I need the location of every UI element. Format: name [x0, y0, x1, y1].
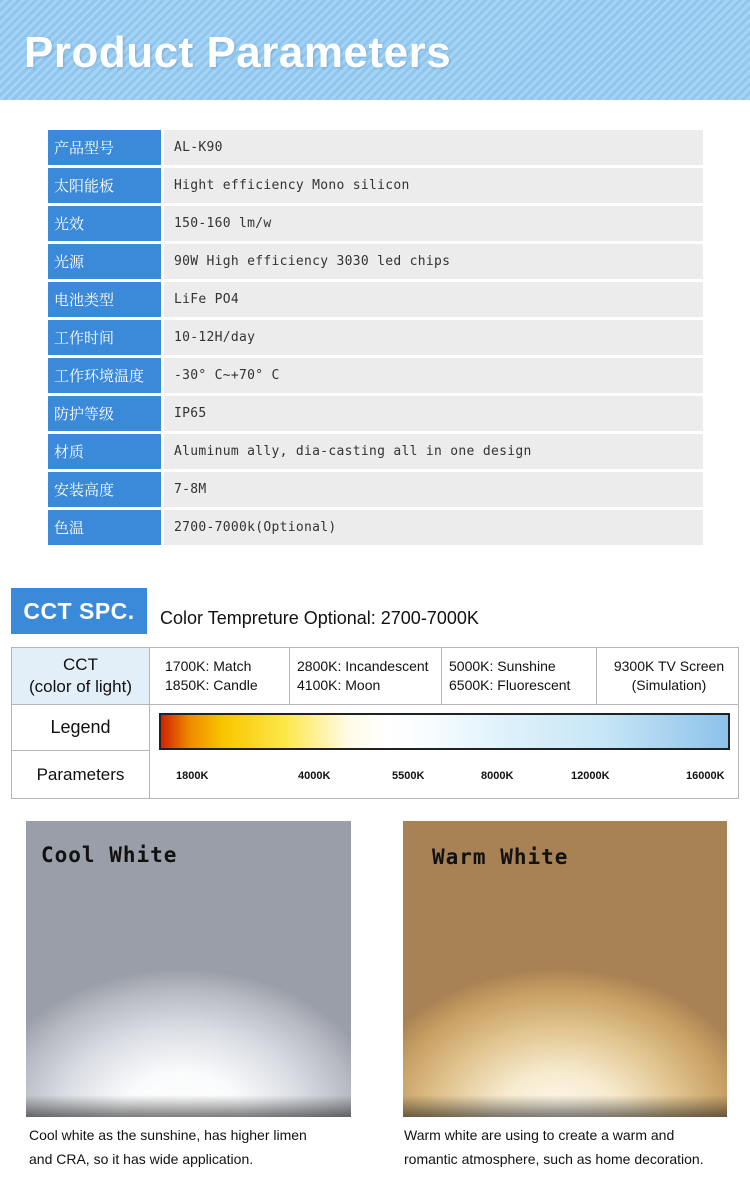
cct-group-line: 6500K: Fluorescent: [449, 677, 571, 693]
parameter-label: 4000K: [298, 770, 331, 782]
spec-row: [48, 206, 703, 241]
cct-group-line: 9300K TV Screen: [613, 658, 725, 674]
spec-value: AL-K90: [164, 130, 703, 165]
spec-value: Aluminum ally, dia-casting all in one design: [164, 434, 703, 469]
spec-label: 色温: [48, 510, 161, 545]
divider: [289, 648, 290, 704]
divider: [441, 648, 442, 704]
page-title: Product Parameters: [24, 28, 452, 77]
spec-value: IP65: [164, 396, 703, 431]
spec-label: 光效: [48, 206, 161, 241]
cool-white-photo: [26, 821, 351, 1117]
warm-white-photo: [403, 821, 727, 1117]
spec-row: [48, 434, 703, 469]
spec-table: [48, 130, 703, 548]
spec-label: 安装高度: [48, 472, 161, 507]
legend-label: Legend: [12, 705, 149, 751]
cool-white-caption: [29, 1123, 307, 1171]
cct-row-header-line1: CCT: [63, 655, 98, 674]
cct-group-line: (Simulation): [631, 677, 707, 693]
header-banner: [0, 0, 750, 100]
spec-value: LiFe PO4: [164, 282, 703, 317]
spec-value: 90W High efficiency 3030 led chips: [164, 244, 703, 279]
cct-table: [11, 647, 739, 799]
parameter-label: 8000K: [481, 770, 514, 782]
color-temperature-gradient: [159, 713, 730, 750]
spec-label: 光源: [48, 244, 161, 279]
spec-row: [48, 510, 703, 545]
cct-group-line: 4100K: Moon: [297, 677, 381, 693]
warm-white-label: Warm White: [432, 845, 569, 869]
spec-row: [48, 130, 703, 165]
cct-row-header-line2: (color of light): [29, 677, 132, 696]
cct-group: [165, 648, 258, 704]
spec-value: 150-160 lm/w: [164, 206, 703, 241]
divider: [149, 648, 150, 798]
cct-group-line: 1700K: Match: [165, 658, 252, 674]
spec-label: 工作时间: [48, 320, 161, 355]
spec-label: 材质: [48, 434, 161, 469]
caption-line: Warm white are using to create a warm and: [404, 1127, 675, 1143]
spec-row: [48, 396, 703, 431]
spec-row: [48, 320, 703, 355]
divider: [596, 648, 597, 704]
spec-value: -30° C~+70° C: [164, 358, 703, 393]
spec-row: [48, 358, 703, 393]
spec-row: [48, 168, 703, 203]
spec-label: 工作环境温度: [48, 358, 161, 393]
spec-row: [48, 244, 703, 279]
parameter-label: 1800K: [176, 770, 209, 782]
parameters-label: Parameters: [36, 764, 125, 784]
spec-row: [48, 472, 703, 507]
cool-white-label: Cool White: [41, 843, 178, 867]
spec-label: 防护等级: [48, 396, 161, 431]
parameter-label: 16000K: [686, 770, 725, 782]
spec-value: Hight efficiency Mono silicon: [164, 168, 703, 203]
caption-line: romantic atmosphere, such as home decoration.: [404, 1151, 704, 1167]
parameter-label: 12000K: [571, 770, 610, 782]
cct-group-line: 2800K: Incandescent: [297, 658, 429, 674]
spec-label: 产品型号: [48, 130, 161, 165]
spec-value: 10-12H/day: [164, 320, 703, 355]
spec-row: [48, 282, 703, 317]
cct-group-line: 5000K: Sunshine: [449, 658, 556, 674]
cct-group: [297, 648, 429, 704]
spec-label: 电池类型: [48, 282, 161, 317]
cct-heading: Color Tempreture Optional: 2700-7000K: [160, 608, 479, 628]
caption-line: Cool white as the sunshine, has higher limen: [29, 1127, 307, 1143]
spec-value: 7-8M: [164, 472, 703, 507]
cct-group-line: 1850K: Candle: [165, 677, 258, 693]
cct-tag: CCT SPC.: [11, 588, 147, 634]
spec-value: 2700-7000k(Optional): [164, 510, 703, 545]
caption-line: and CRA, so it has wide application.: [29, 1151, 254, 1167]
cct-group: [604, 648, 734, 704]
spec-label: 太阳能板: [48, 168, 161, 203]
cct-group: [449, 648, 570, 704]
parameter-label: 5500K: [392, 770, 425, 782]
divider: [149, 704, 738, 705]
cct-row-header: [12, 648, 149, 705]
warm-white-caption: [404, 1123, 704, 1171]
